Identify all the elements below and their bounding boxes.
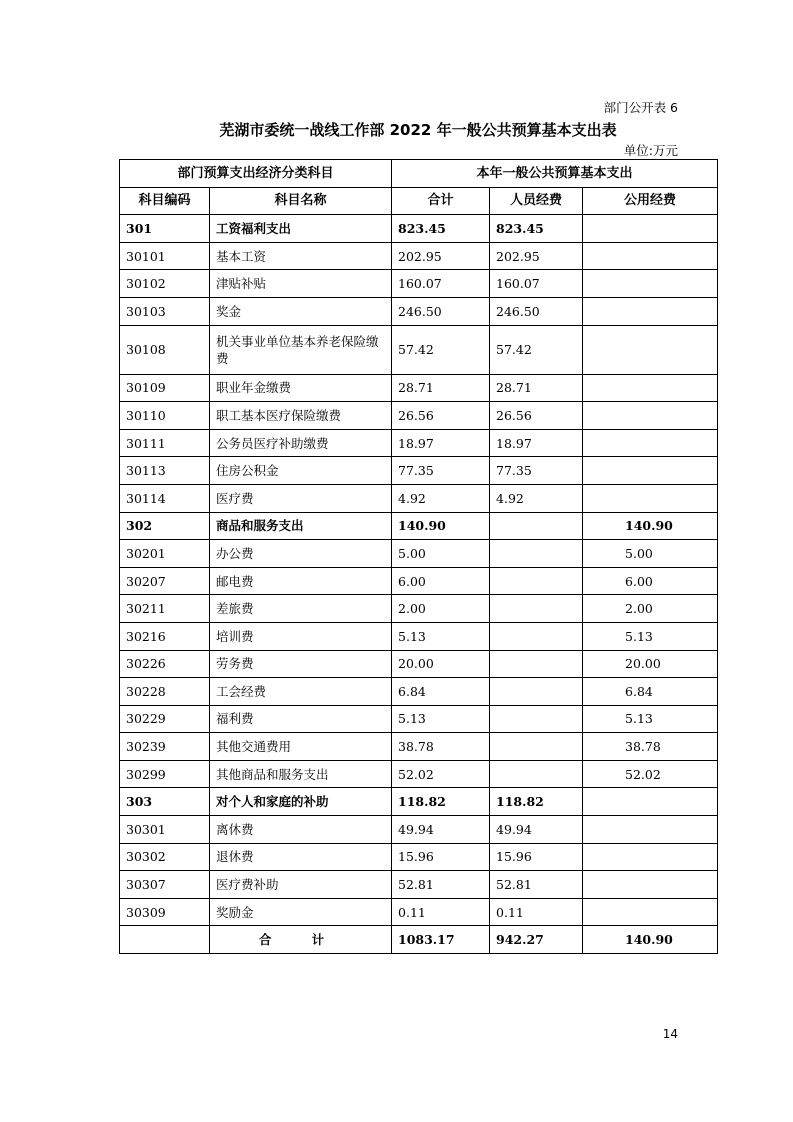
total-cell: 6.00 (392, 567, 490, 595)
public-cell: 6.84 (583, 678, 718, 706)
public-cell: 38.78 (583, 733, 718, 761)
personnel-cell (490, 540, 583, 568)
total-cell: 77.35 (392, 457, 490, 485)
total-cell: 160.07 (392, 270, 490, 298)
total-cell: 57.42 (392, 325, 490, 374)
account-code-cell: 30228 (120, 678, 210, 706)
total-row (120, 926, 718, 954)
public-cell (583, 898, 718, 926)
personnel-cell (490, 733, 583, 761)
account-code-cell: 30102 (120, 270, 210, 298)
total-cell: 26.56 (392, 402, 490, 430)
page-number: 14 (662, 1027, 678, 1041)
total-cell: 2.00 (392, 595, 490, 623)
total-cell: 823.45 (392, 215, 490, 243)
total-amount: 1083.17 (392, 926, 490, 954)
total-label: 合 计 (210, 926, 392, 954)
column-header-personnel: 人员经费 (490, 187, 583, 215)
total-public: 140.90 (583, 926, 718, 954)
budget-table (119, 159, 718, 954)
table-row (120, 760, 718, 788)
personnel-cell: 18.97 (490, 429, 583, 457)
personnel-cell (490, 595, 583, 623)
table-row (120, 843, 718, 871)
personnel-cell: 246.50 (490, 297, 583, 325)
table-row (120, 705, 718, 733)
total-cell: 0.11 (392, 898, 490, 926)
public-cell (583, 816, 718, 844)
header-basic-expenditure: 本年一般公共预算基本支出 (392, 160, 718, 188)
account-code-cell: 301 (120, 215, 210, 243)
public-cell (583, 484, 718, 512)
total-cell: 15.96 (392, 843, 490, 871)
personnel-cell (490, 567, 583, 595)
public-cell (583, 871, 718, 899)
public-cell: 6.00 (583, 567, 718, 595)
account-code-cell: 30111 (120, 429, 210, 457)
public-cell: 140.90 (583, 512, 718, 540)
account-code-cell: 30108 (120, 325, 210, 374)
account-name-cell: 办公费 (210, 540, 392, 568)
account-code-cell: 30307 (120, 871, 210, 899)
column-header-public: 公用经费 (583, 187, 718, 215)
account-name-cell: 公务员医疗补助缴费 (210, 429, 392, 457)
total-cell: 5.00 (392, 540, 490, 568)
total-cell: 28.71 (392, 374, 490, 402)
account-name-cell: 职工基本医疗保险缴费 (210, 402, 392, 430)
column-header-total: 合计 (392, 187, 490, 215)
personnel-cell: 77.35 (490, 457, 583, 485)
table-row (120, 429, 718, 457)
personnel-cell: 4.92 (490, 484, 583, 512)
header-classification: 部门预算支出经济分类科目 (120, 160, 392, 188)
table-row (120, 457, 718, 485)
account-name-cell: 住房公积金 (210, 457, 392, 485)
personnel-cell: 28.71 (490, 374, 583, 402)
personnel-cell: 118.82 (490, 788, 583, 816)
personnel-cell: 52.81 (490, 871, 583, 899)
public-cell: 5.00 (583, 540, 718, 568)
account-code-cell: 30226 (120, 650, 210, 678)
table-row (120, 871, 718, 899)
public-cell (583, 429, 718, 457)
personnel-cell: 49.94 (490, 816, 583, 844)
total-cell: 140.90 (392, 512, 490, 540)
account-code-cell: 30101 (120, 242, 210, 270)
personnel-cell (490, 705, 583, 733)
public-cell (583, 843, 718, 871)
table-number: 部门公开表 6 (603, 100, 678, 115)
personnel-cell: 823.45 (490, 215, 583, 243)
category-row (120, 788, 718, 816)
public-cell (583, 374, 718, 402)
table-row (120, 622, 718, 650)
account-code-cell: 30299 (120, 760, 210, 788)
category-row (120, 215, 718, 243)
account-name-cell: 职业年金缴费 (210, 374, 392, 402)
account-name-cell: 工会经费 (210, 678, 392, 706)
total-code-cell (120, 926, 210, 954)
total-cell: 118.82 (392, 788, 490, 816)
public-cell: 2.00 (583, 595, 718, 623)
personnel-cell (490, 678, 583, 706)
public-cell (583, 402, 718, 430)
personnel-cell: 26.56 (490, 402, 583, 430)
account-code-cell: 30309 (120, 898, 210, 926)
public-cell (583, 270, 718, 298)
total-personnel: 942.27 (490, 926, 583, 954)
total-cell: 38.78 (392, 733, 490, 761)
public-cell (583, 788, 718, 816)
table-row (120, 297, 718, 325)
account-name-cell: 医疗费 (210, 484, 392, 512)
column-header-code: 科目编码 (120, 187, 210, 215)
personnel-cell (490, 622, 583, 650)
unit-label: 单位:万元 (623, 143, 678, 158)
total-cell: 20.00 (392, 650, 490, 678)
account-code-cell: 30211 (120, 595, 210, 623)
personnel-cell: 202.95 (490, 242, 583, 270)
account-name-cell: 医疗费补助 (210, 871, 392, 899)
document-title: 芜湖市委统一战线工作部 2022 年一般公共预算基本支出表 (219, 121, 617, 139)
account-code-cell: 30229 (120, 705, 210, 733)
personnel-cell: 57.42 (490, 325, 583, 374)
account-name-cell: 邮电费 (210, 567, 392, 595)
personnel-cell (490, 650, 583, 678)
column-header-name: 科目名称 (210, 187, 392, 215)
personnel-cell: 0.11 (490, 898, 583, 926)
total-cell: 5.13 (392, 622, 490, 650)
public-cell (583, 457, 718, 485)
account-code-cell: 30216 (120, 622, 210, 650)
public-cell (583, 242, 718, 270)
personnel-cell: 15.96 (490, 843, 583, 871)
category-row (120, 512, 718, 540)
table-row (120, 484, 718, 512)
total-cell: 52.02 (392, 760, 490, 788)
table-row (120, 898, 718, 926)
public-cell (583, 297, 718, 325)
total-cell: 246.50 (392, 297, 490, 325)
public-cell (583, 215, 718, 243)
account-name-cell: 培训费 (210, 622, 392, 650)
public-cell: 5.13 (583, 622, 718, 650)
personnel-cell: 160.07 (490, 270, 583, 298)
personnel-cell (490, 760, 583, 788)
total-cell: 5.13 (392, 705, 490, 733)
account-name-cell: 其他交通费用 (210, 733, 392, 761)
total-cell: 6.84 (392, 678, 490, 706)
account-name-cell: 奖励金 (210, 898, 392, 926)
table-row (120, 325, 718, 374)
account-code-cell: 30302 (120, 843, 210, 871)
account-name-cell: 基本工资 (210, 242, 392, 270)
total-cell: 4.92 (392, 484, 490, 512)
account-code-cell: 30201 (120, 540, 210, 568)
account-name-cell: 其他商品和服务支出 (210, 760, 392, 788)
public-cell: 5.13 (583, 705, 718, 733)
public-cell (583, 325, 718, 374)
public-cell: 52.02 (583, 760, 718, 788)
account-name-cell: 机关事业单位基本养老保险缴费 (210, 325, 392, 374)
account-code-cell: 30103 (120, 297, 210, 325)
table-row (120, 595, 718, 623)
account-code-cell: 30301 (120, 816, 210, 844)
total-cell: 49.94 (392, 816, 490, 844)
total-cell: 202.95 (392, 242, 490, 270)
table-row (120, 678, 718, 706)
account-code-cell: 30109 (120, 374, 210, 402)
personnel-cell (490, 512, 583, 540)
table-row (120, 567, 718, 595)
account-name-cell: 津贴补贴 (210, 270, 392, 298)
account-code-cell: 30110 (120, 402, 210, 430)
table-row (120, 816, 718, 844)
account-code-cell: 30207 (120, 567, 210, 595)
account-name-cell: 商品和服务支出 (210, 512, 392, 540)
account-code-cell: 303 (120, 788, 210, 816)
table-row (120, 374, 718, 402)
table-row (120, 270, 718, 298)
table-row (120, 402, 718, 430)
table-row (120, 540, 718, 568)
account-name-cell: 劳务费 (210, 650, 392, 678)
account-name-cell: 福利费 (210, 705, 392, 733)
account-code-cell: 302 (120, 512, 210, 540)
account-code-cell: 30114 (120, 484, 210, 512)
public-cell: 20.00 (583, 650, 718, 678)
table-row (120, 733, 718, 761)
account-name-cell: 对个人和家庭的补助 (210, 788, 392, 816)
total-cell: 18.97 (392, 429, 490, 457)
account-code-cell: 30239 (120, 733, 210, 761)
account-name-cell: 工资福利支出 (210, 215, 392, 243)
account-code-cell: 30113 (120, 457, 210, 485)
total-cell: 52.81 (392, 871, 490, 899)
account-name-cell: 离休费 (210, 816, 392, 844)
table-row (120, 650, 718, 678)
table-row (120, 242, 718, 270)
account-name-cell: 差旅费 (210, 595, 392, 623)
account-name-cell: 奖金 (210, 297, 392, 325)
account-name-cell: 退休费 (210, 843, 392, 871)
